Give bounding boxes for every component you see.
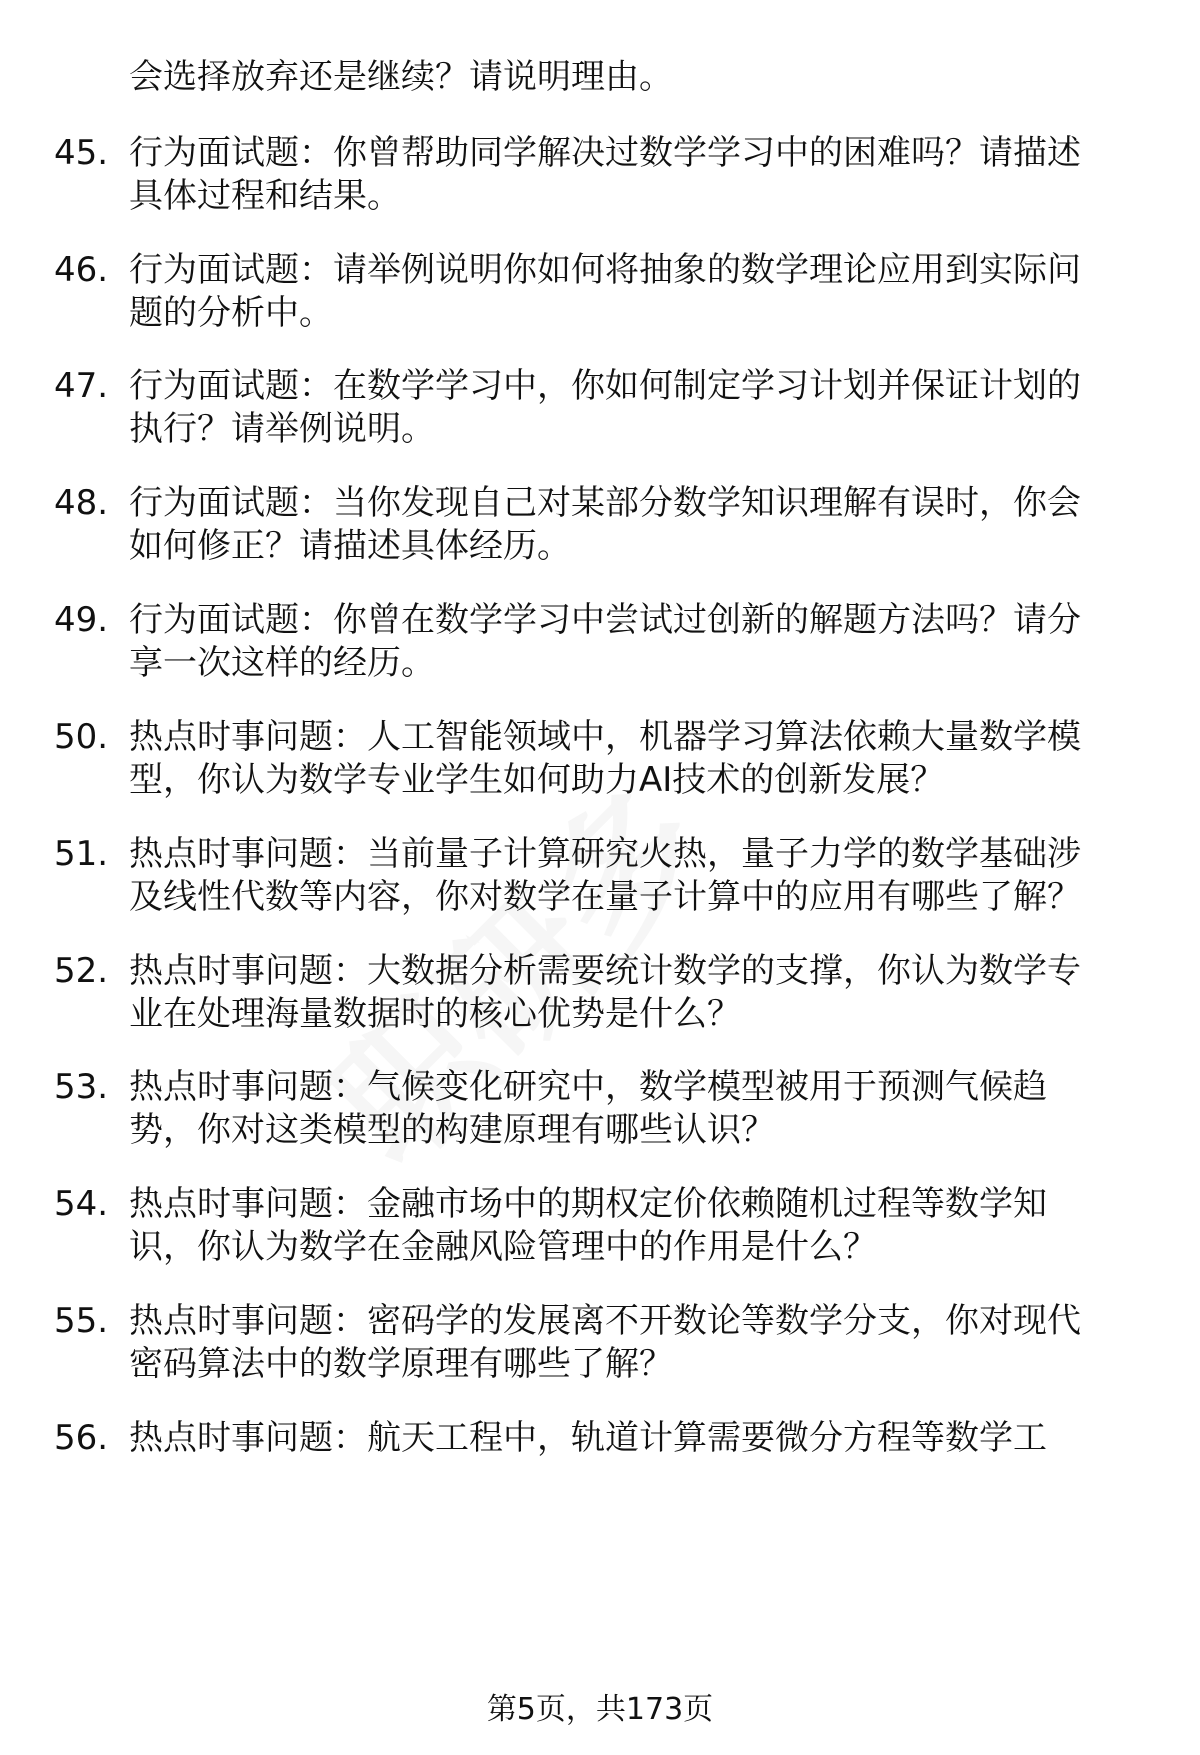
item-number: 56. (54, 1418, 109, 1458)
item-text-line: 如何修正？请描述具体经历。 (129, 526, 571, 566)
list-item-line (0, 289, 1200, 337)
item-number: 51. (54, 834, 109, 874)
list-item (0, 1297, 1200, 1345)
item-text-line: 识，你认为数学在金融风险管理中的作用是什么？ (129, 1227, 877, 1267)
list-item-line (0, 1106, 1200, 1154)
item-text-line: 热点时事问题：密码学的发展离不开数论等数学分支，你对现代 (129, 1301, 1081, 1341)
item-number: 49. (54, 600, 109, 640)
list-item (0, 830, 1200, 878)
item-text-line: 执行？请举例说明。 (129, 409, 435, 449)
list-item (0, 246, 1200, 294)
item-text-line: 行为面试题：你曾在数学学习中尝试过创新的解题方法吗？请分 (129, 600, 1081, 640)
list-item (0, 596, 1200, 644)
list-item-continuation (0, 53, 1200, 101)
item-text-line: 型，你认为数学专业学生如何助力AI技术的创新发展？ (129, 760, 945, 800)
item-text-line: 势，你对这类模型的构建原理有哪些认识？ (129, 1110, 775, 1150)
item-text-line: 会选择放弃还是继续？请说明理由。 (129, 57, 673, 97)
list-item-line (0, 873, 1200, 921)
list-item-line (0, 990, 1200, 1038)
item-text-line: 行为面试题：你曾帮助同学解决过数学学习中的困难吗？请描述 (129, 133, 1081, 173)
item-text-line: 具体过程和结果。 (129, 176, 401, 216)
item-text-line: 享一次这样的经历。 (129, 643, 435, 683)
item-number: 54. (54, 1184, 109, 1224)
item-text-line: 行为面试题：在数学学习中，你如何制定学习计划并保证计划的 (129, 366, 1081, 406)
item-text-line: 热点时事问题：气候变化研究中，数学模型被用于预测气候趋 (129, 1067, 1047, 1107)
item-text-line: 题的分析中。 (129, 293, 333, 333)
item-text-line: 热点时事问题：航天工程中，轨道计算需要微分方程等数学工 (129, 1418, 1047, 1458)
list-item-line (0, 1340, 1200, 1388)
list-item (0, 1180, 1200, 1228)
item-number: 53. (54, 1067, 109, 1107)
item-number: 47. (54, 366, 109, 406)
item-text-line: 热点时事问题：当前量子计算研究火热，量子力学的数学基础涉 (129, 834, 1081, 874)
list-item-line (0, 639, 1200, 687)
page-number-footer: 第5页，共173页 (486, 1692, 714, 1727)
list-item (0, 479, 1200, 527)
item-text-line: 业在处理海量数据时的核心优势是什么？ (129, 994, 741, 1034)
list-item-line (0, 405, 1200, 453)
item-number: 46. (54, 250, 109, 290)
item-number: 45. (54, 133, 109, 173)
item-text-line: 密码算法中的数学原理有哪些了解？ (129, 1344, 673, 1384)
list-item (0, 1063, 1200, 1111)
list-item (0, 1414, 1200, 1462)
item-text-line: 热点时事问题：金融市场中的期权定价依赖随机过程等数学知 (129, 1184, 1047, 1224)
list-item-line (0, 756, 1200, 804)
list-item (0, 129, 1200, 177)
list-item (0, 362, 1200, 410)
list-item (0, 713, 1200, 761)
list-item-line (0, 522, 1200, 570)
list-item-line (0, 172, 1200, 220)
item-number: 48. (54, 483, 109, 523)
item-number: 55. (54, 1301, 109, 1341)
item-text-line: 行为面试题：请举例说明你如何将抽象的数学理论应用到实际问 (129, 250, 1081, 290)
item-text-line: 热点时事问题：大数据分析需要统计数学的支撑，你认为数学专 (129, 951, 1081, 991)
item-text-line: 热点时事问题：人工智能领域中，机器学习算法依赖大量数学模 (129, 717, 1081, 757)
item-number: 50. (54, 717, 109, 757)
item-text-line: 行为面试题：当你发现自己对某部分数学知识理解有误时，你会 (129, 483, 1081, 523)
item-number: 52. (54, 951, 109, 991)
list-item (0, 947, 1200, 995)
list-item-line (0, 1223, 1200, 1271)
item-text-line: 及线性代数等内容，你对数学在量子计算中的应用有哪些了解？ (129, 877, 1081, 917)
